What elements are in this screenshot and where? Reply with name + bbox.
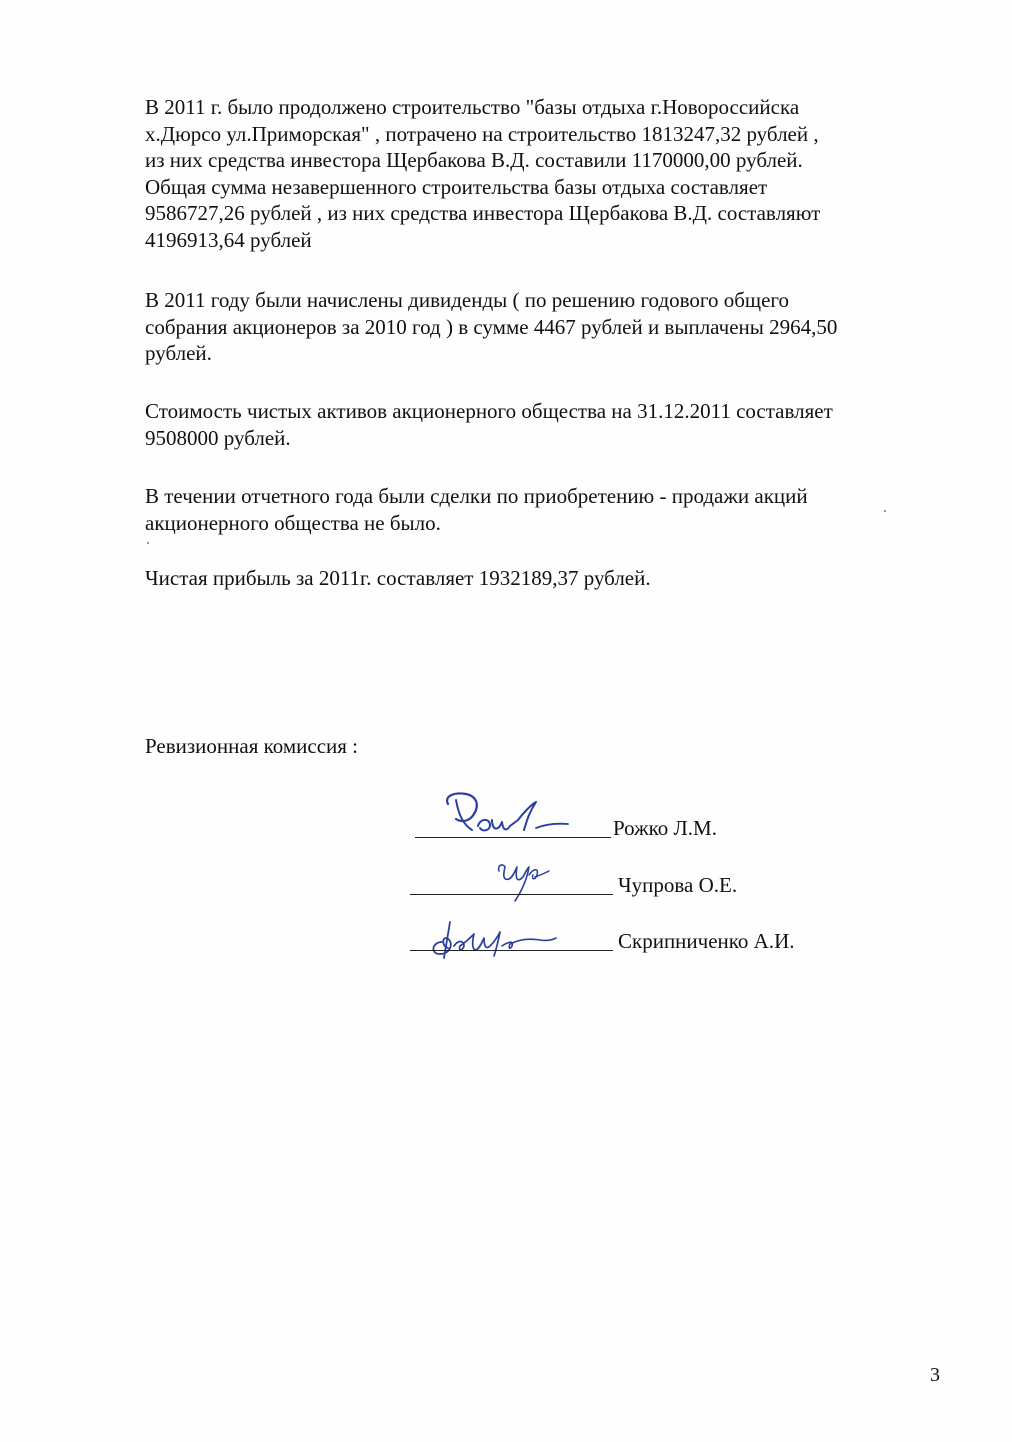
scan-speck — [884, 510, 886, 512]
paragraph-net-assets — [145, 398, 833, 451]
signatory-name: Рожко Л.М. — [613, 816, 717, 840]
text-line: 4196913,64 рублей — [145, 227, 312, 252]
signature-line — [410, 950, 613, 951]
handwritten-signature-skripnichenko — [428, 912, 568, 962]
signature-row-chuprova — [408, 857, 828, 897]
handwritten-signature-chuprova — [493, 857, 563, 907]
paragraph-share-deals — [145, 483, 808, 536]
text-line: 9508000 рублей. — [145, 425, 291, 450]
text-line: В 2011 г. было продолжено строительство "базы отдыха г.Новороссийска — [145, 95, 800, 119]
signatory-name: Скрипниченко А.И. — [618, 929, 795, 953]
paragraph-net-profit — [145, 565, 651, 592]
text-line: собрания акционеров за 2010 год ) в сумме 4467 рублей и выплачены 2964,50 — [145, 314, 838, 339]
paragraph-construction — [145, 94, 820, 253]
signature-row-rozhko — [410, 790, 830, 840]
signatory-name: Чупрова О.Е. — [618, 873, 738, 897]
text-line: из них средства инвестора Щербакова В.Д. составили 1170000,00 рублей. — [145, 148, 803, 172]
signature-line — [410, 894, 613, 895]
text-line: 9586727,26 рублей , из них средства инвестора Щербакова В.Д. составляют — [145, 201, 821, 225]
text-line: Стоимость чистых активов акционерного общества на 31.12.2011 составляет — [145, 399, 833, 423]
text-line: В течении отчетного года были сделки по приобретению - продажи акций — [145, 484, 808, 508]
text-line: В 2011 году были начислены дивиденды ( по решению годового общего — [145, 288, 790, 312]
text-line: акционерного общества не было. — [145, 510, 441, 535]
signature-line — [415, 837, 611, 838]
paragraph-dividends — [145, 287, 837, 367]
commission-heading: Ревизионная комиссия : — [145, 734, 359, 758]
text-line: Общая сумма незавершенного строительства базы отдыха составляет — [145, 174, 768, 199]
signature-row-skripnichenko — [408, 908, 838, 953]
scan-speck — [147, 542, 149, 544]
text-line: х.Дюрсо ул.Приморская" , потрачено на строительство 1813247,32 рублей , — [145, 121, 819, 146]
text-line: Чистая прибыль за 2011г. составляет 1932189,37 рублей. — [145, 566, 651, 590]
text-line: рублей. — [145, 341, 212, 365]
page-number: 3 — [930, 1364, 940, 1386]
